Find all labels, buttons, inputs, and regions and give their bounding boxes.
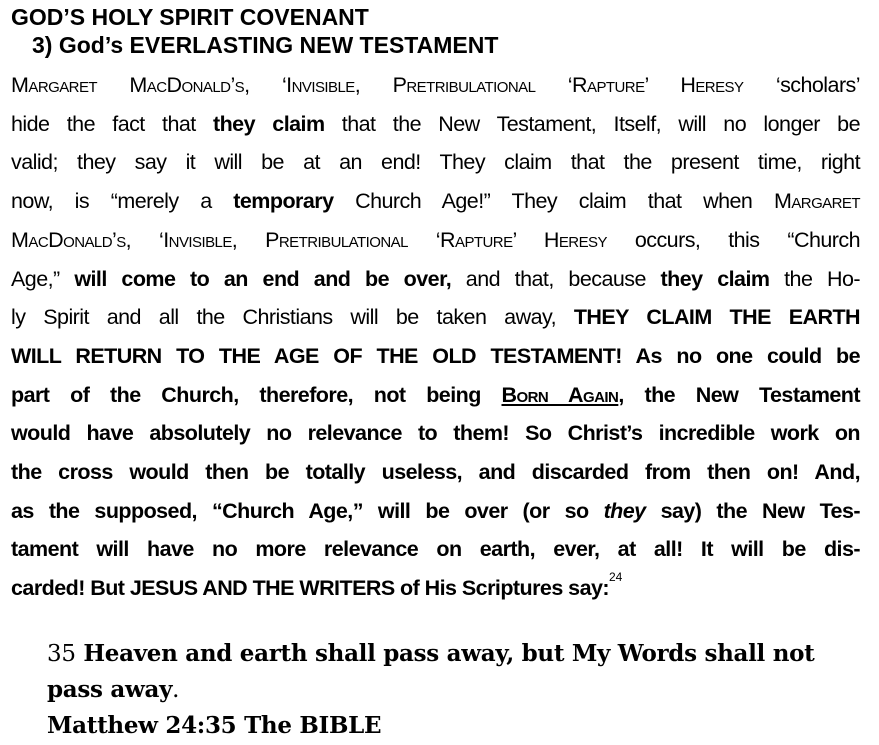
paragraph-line-10: would have absolutely no relevance to them! So Christ’s incredible work on xyxy=(11,421,860,446)
section-subtitle: 3) God’s EVERLASTING NEW TESTAMENT xyxy=(32,32,499,58)
text-span: part of the Church, therefore, not being xyxy=(11,382,502,407)
paragraph-line-7 xyxy=(11,298,860,337)
paragraph-line-14 xyxy=(11,569,860,608)
paragraph-line-8: WILL RETURN TO THE AGE OF THE OLD TESTAMENT! As no one could be xyxy=(11,343,860,368)
text-span: as the supposed, “Church Age,” will be over (or so xyxy=(11,498,604,523)
paragraph-line-2 xyxy=(11,105,860,144)
paragraph-line-4 xyxy=(11,182,860,221)
text-span: now, is “merely a xyxy=(11,189,234,214)
paragraph-line-9 xyxy=(11,376,860,415)
bold-phrase: THEY CLAIM THE EARTH xyxy=(573,305,861,330)
text-span: and that, because xyxy=(451,266,661,291)
text-span: the Ho- xyxy=(769,266,861,291)
text-span: Church Age!” They claim that when xyxy=(333,189,774,214)
text-span: ly Spirit and all the Christians will be taken away, xyxy=(11,305,574,330)
heresy-name: MacDonald’s, ‘Invisible, Pretribulational ‘Rapture’ Heresy xyxy=(11,227,607,252)
heresy-name: Margaret xyxy=(773,189,860,214)
text-span: that the New Testament, Itself, will no longer be xyxy=(324,111,860,136)
body-paragraph xyxy=(11,66,860,608)
page-title: GOD’S HOLY SPIRIT COVENANT xyxy=(11,4,369,30)
paragraph-line-12 xyxy=(11,492,860,531)
text-span: hide the fact that xyxy=(11,111,213,136)
footnote-marker: 24 xyxy=(609,570,623,585)
italic-word: they xyxy=(603,498,646,523)
paragraph-line-1 xyxy=(11,66,860,105)
verse-period: . xyxy=(172,677,180,703)
verse-number: 35 xyxy=(47,641,76,667)
bold-phrase: temporary xyxy=(233,189,334,214)
text-span: ‘scholars’ xyxy=(743,73,860,97)
scripture-reference: Matthew 24:35 The BIBLE xyxy=(47,712,382,739)
text-span: carded! But JESUS AND THE WRITERS of His Scriptures say: xyxy=(11,576,609,601)
bold-phrase: will come to an end and be over, xyxy=(74,266,452,291)
document-page xyxy=(11,4,860,608)
text-span: , the New Testament xyxy=(618,382,861,407)
born-again-term: Born Again xyxy=(501,382,619,407)
text-span: occurs, this “Church xyxy=(606,227,860,252)
text-span: say) the New Tes- xyxy=(645,498,860,523)
quote-line-1 xyxy=(47,636,867,672)
paragraph-line-13: tament will have no more relevance on earth, ever, at all! It will be dis- xyxy=(11,537,860,562)
paragraph-line-11: the cross would then be totally useless, and discarded from then on! And, xyxy=(11,460,860,485)
verse-text: pass away xyxy=(47,676,173,703)
text-span: Age,” xyxy=(11,266,75,291)
quote-line-2 xyxy=(47,672,867,708)
bold-phrase: they claim xyxy=(212,111,325,136)
paragraph-line-6 xyxy=(11,260,860,299)
scripture-quote xyxy=(47,636,867,744)
heresy-name: Margaret MacDonald’s, ‘Invisible, Pretribulational ‘Rapture’ Heresy xyxy=(11,73,744,97)
verse-text: Heaven and earth shall pass away, but My Words shall not xyxy=(75,640,815,667)
paragraph-line-5 xyxy=(11,221,860,260)
paragraph-line-3: valid; they say it will be at an end! They claim that the present time, right xyxy=(11,150,860,175)
bold-phrase: they claim xyxy=(660,266,770,291)
